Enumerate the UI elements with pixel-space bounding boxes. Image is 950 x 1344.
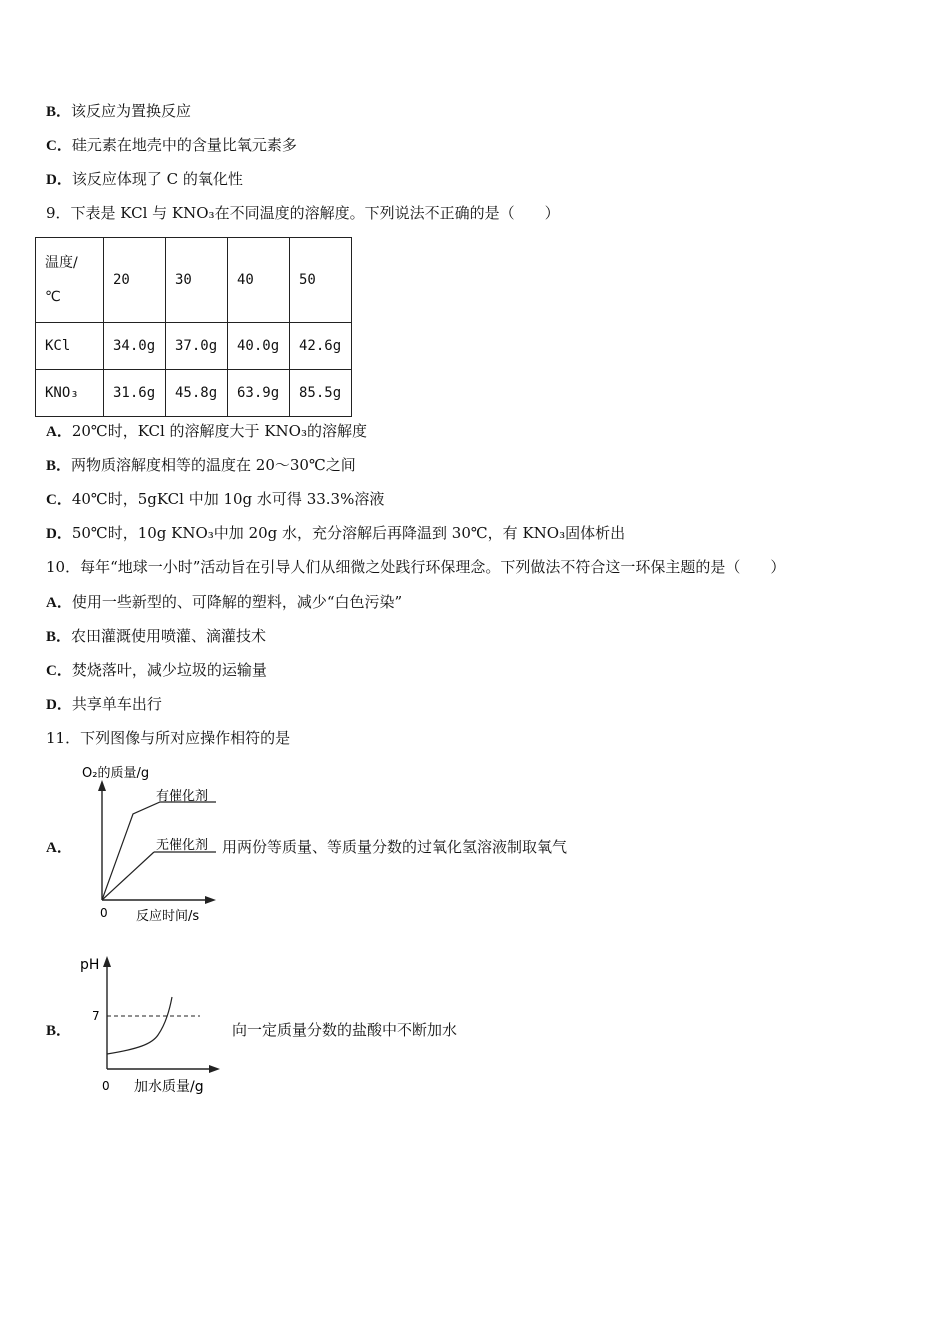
option-label: A． — [46, 424, 72, 440]
graph-a-line2-label: 无催化剂 — [156, 838, 209, 853]
graph-a-ylabel: O₂的质量/g — [82, 766, 150, 781]
table-cell: 40.0g — [228, 323, 290, 370]
option-label: A． — [46, 840, 72, 856]
table-cell: 34.0g — [104, 323, 166, 370]
q10-stem: 10．每年“地球一小时”活动旨在引导人们从细微之处践行环保理念。下列做法不符合这一环保主题的是（ ） — [46, 558, 786, 576]
q9-stem: 9．下表是 KCl 与 KNO₃在不同温度的溶解度。下列说法不正确的是（ ） — [46, 204, 560, 222]
no-catalyst-line — [102, 852, 154, 900]
graph-b-ref-label: 7 — [92, 1009, 100, 1023]
table-cell: 63.9g — [228, 370, 290, 417]
option-label: C． — [46, 138, 72, 154]
option-text: 共享单车出行 — [71, 695, 162, 713]
q9-option-d — [46, 523, 625, 544]
option-label: B． — [46, 629, 72, 645]
q11-option-b-text: 向一定质量分数的盐酸中不断加水 — [232, 1021, 458, 1039]
graph-a-line1-label: 有催化剂 — [156, 789, 209, 804]
ph-curve — [107, 997, 172, 1054]
q11-stem: 11．下列图像与所对应操作相符的是 — [46, 729, 291, 747]
option-text: 两物质溶解度相等的温度在 20～30℃之间 — [71, 456, 356, 474]
graph-b-ylabel: pH — [80, 957, 100, 973]
table-cell: KCl — [36, 323, 104, 370]
option-text: 使用一些新型的、可降解的塑料，减少“白色污染” — [71, 593, 403, 611]
y-axis-arrow — [103, 956, 111, 967]
header-label-line1: 温度/ — [45, 255, 78, 271]
y-axis-arrow — [98, 780, 106, 791]
option-text: 农田灌溉使用喷灌、滴灌技术 — [71, 627, 267, 645]
q10-option-c — [46, 660, 267, 681]
table-row — [36, 323, 352, 370]
table-cell: 31.6g — [104, 370, 166, 417]
option-text: 20℃时，KCl 的溶解度大于 KNO₃的溶解度 — [71, 422, 367, 440]
x-axis-arrow — [209, 1065, 220, 1073]
graph-b-xlabel: 加水质量/g — [134, 1079, 204, 1095]
header-label-cell — [36, 238, 104, 323]
header-label-line2: ℃ — [45, 289, 61, 305]
option-label: C． — [46, 492, 72, 508]
option-label: B． — [46, 1023, 72, 1039]
q9-option-c — [46, 489, 384, 510]
option-text: 硅元素在地壳中的含量比氧元素多 — [71, 136, 297, 154]
option-text: 该反应为置换反应 — [71, 102, 192, 120]
graph-b-origin: 0 — [102, 1079, 110, 1093]
q8-option-c — [46, 135, 297, 156]
graph-b — [76, 945, 226, 1097]
table-cell: 50 — [290, 238, 352, 323]
table-cell: KNO₃ — [36, 370, 104, 417]
option-label: D． — [46, 697, 72, 713]
table-cell: 30 — [166, 238, 228, 323]
table-cell: 42.6g — [290, 323, 352, 370]
option-text: 焚烧落叶，减少垃圾的运输量 — [71, 661, 267, 679]
option-label: B． — [46, 458, 72, 474]
table-cell: 37.0g — [166, 323, 228, 370]
option-label: A． — [46, 595, 72, 611]
table-row — [36, 370, 352, 417]
x-axis-arrow — [205, 896, 216, 904]
graph-a-xlabel: 反应时间/s — [136, 909, 200, 924]
option-text: 40℃时，5gKCl 中加 10g 水可得 33.3%溶液 — [71, 490, 385, 508]
option-text: 50℃时，10g KNO₃中加 20g 水，充分溶解后再降温到 30℃，有 KNO₃固体析出 — [71, 524, 626, 542]
q10-option-b — [46, 626, 266, 647]
option-label: D． — [46, 172, 72, 188]
option-label: C． — [46, 663, 72, 679]
graph-a-origin: 0 — [100, 906, 108, 920]
q8-option-d — [46, 169, 243, 190]
q9-option-a — [46, 421, 367, 442]
table-cell: 45.8g — [166, 370, 228, 417]
q10-option-a — [46, 592, 402, 613]
q9-option-b — [46, 455, 356, 476]
q11-option-a-label — [46, 837, 72, 858]
option-label: D． — [46, 526, 72, 542]
graph-a — [76, 760, 222, 926]
q10-option-d — [46, 694, 162, 715]
q11-option-b-label — [46, 1020, 71, 1041]
table-cell: 20 — [104, 238, 166, 323]
option-text: 该反应体现了 C 的氧化性 — [71, 170, 243, 188]
q8-option-b — [46, 101, 191, 122]
q11-option-a-text: 用两份等质量、等质量分数的过氧化氢溶液制取氧气 — [222, 838, 568, 856]
option-label: B． — [46, 104, 72, 120]
table-header-row — [36, 238, 352, 323]
solubility-table — [35, 237, 352, 417]
table-cell: 40 — [228, 238, 290, 323]
table-cell: 85.5g — [290, 370, 352, 417]
